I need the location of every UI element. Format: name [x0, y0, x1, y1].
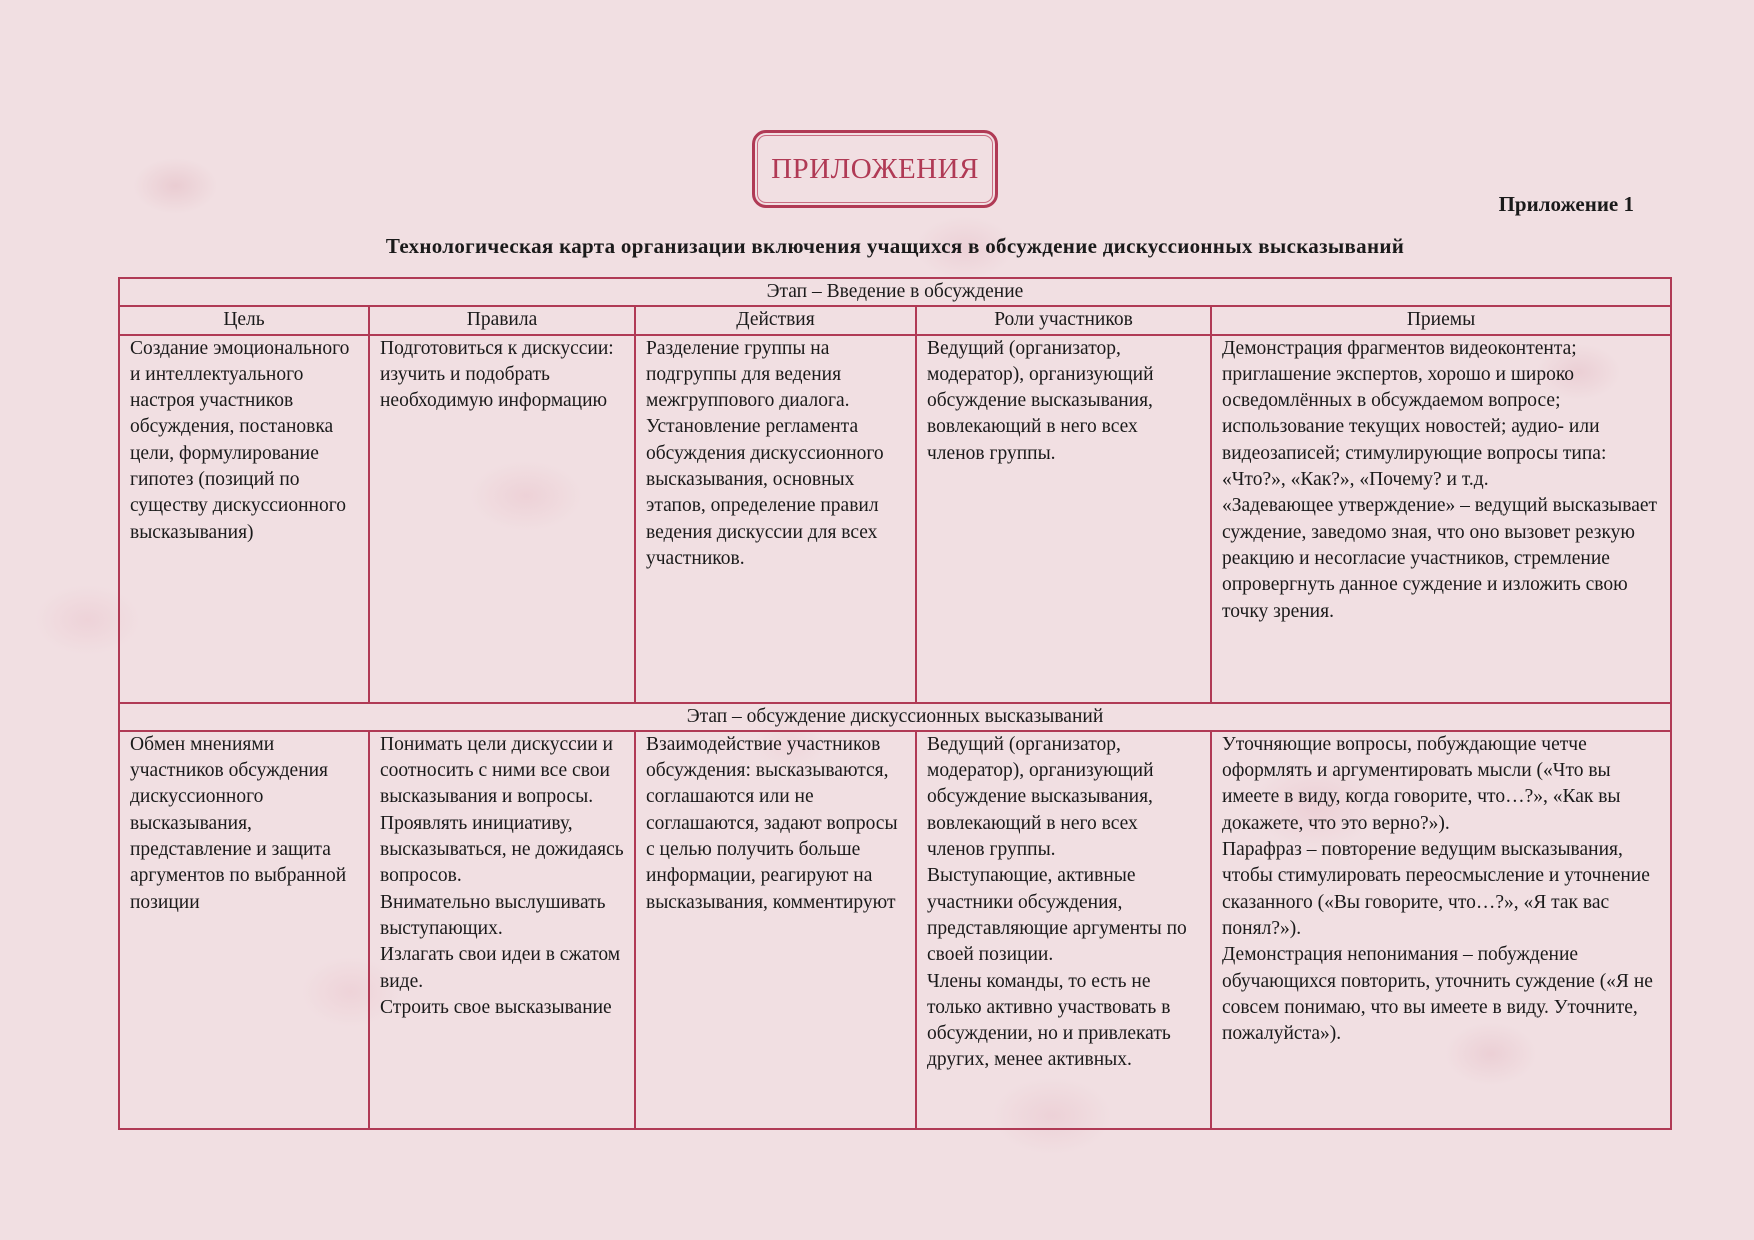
- stage-row: [119, 278, 1671, 306]
- cell-actions: Взаимодействие участников обсуждения: высказываются, соглашаются или не соглашаются, задают вопросы с целью получить больше информации, реагируют на высказывания, комментируют: [635, 731, 916, 1129]
- cell-goal: Обмен мнениями участников обсуждения дискуссионного высказывания, представление и защита аргументов по выбранной позиции: [119, 731, 369, 1129]
- section-title-frame: [752, 130, 998, 208]
- table-row: [119, 731, 1671, 1129]
- table-row: [119, 335, 1671, 703]
- column-header-goal: Цель: [119, 306, 369, 334]
- column-header-actions: Действия: [635, 306, 916, 334]
- technology-map-table: [118, 277, 1672, 1130]
- appendix-label: Приложение 1: [1498, 192, 1634, 216]
- cell-goal: Создание эмоционального и интеллектуального настроя участников обсуждения, постановка цели, формулирование гипотез (позиций по существу дискуссионного высказывания): [119, 335, 369, 703]
- column-header-techniques: Приемы: [1211, 306, 1671, 334]
- cell-rules: Подготовиться к дискуссии: изучить и подобрать необходимую информацию: [369, 335, 635, 703]
- section-title: ПРИЛОЖЕНИЯ: [771, 152, 979, 185]
- document-title: Технологическая карта организации включения учащихся в обсуждение дискуссионных высказываний: [385, 234, 1405, 258]
- stage-title: Этап – обсуждение дискуссионных высказываний: [119, 703, 1671, 731]
- column-header-roles: Роли участников: [916, 306, 1211, 334]
- column-header-row: [119, 306, 1671, 334]
- cell-roles: Ведущий (организатор, модератор), организующий обсуждение высказывания, вовлекающий в него всех членов группы. Выступающие, активные участники обсуждения, представляющие аргументы по своей позиции. Члены команды, то есть не только активно участвовать в обсуждении, но и привлекать других, менее активных.: [916, 731, 1211, 1129]
- column-header-rules: Правила: [369, 306, 635, 334]
- cell-techniques: Уточняющие вопросы, побуждающие четче оформлять и аргументировать мысли («Что вы имеете в виду, когда говорите, что…?», «Как вы докажете, что это верно?»). Парафраз – повторение ведущим высказывания, чтобы стимулировать переосмысление и уточнение сказанного («Вы говорите, что…?», «Я так вас понял?»). Демонстрация непонимания – побуждение обучающихся повторить, уточнить суждение («Я не совсем понимаю, что вы имеете в виду. Уточните, пожалуйста»).: [1211, 731, 1671, 1129]
- cell-actions: Разделение группы на подгруппы для ведения межгруппового диалога. Установление регламента обсуждения дискуссионного высказывания, основных этапов, определение правил ведения дискуссии для всех участников.: [635, 335, 916, 703]
- stage-title: Этап – Введение в обсуждение: [119, 278, 1671, 306]
- cell-rules: Понимать цели дискуссии и соотносить с ними все свои высказывания и вопросы. Проявлять инициативу, высказываться, не дожидаясь вопросов. Внимательно выслушивать выступающих. Излагать свои идеи в сжатом виде. Строить свое высказывание: [369, 731, 635, 1129]
- cell-techniques: Демонстрация фрагментов видеоконтента; приглашение экспертов, хорошо и широко осведомлённых в обсуждаемом вопросе; использование текущих новостей; аудио- или видеозаписей; стимулирующие вопросы типа: «Что?», «Как?», «Почему? и т.д. «Задевающее утверждение» – ведущий высказывает суждение, заведомо зная, что оно вызовет резкую реакцию и несогласие участников, стремление опровергнуть данное суждение и изложить свою точку зрения.: [1211, 335, 1671, 703]
- cell-roles: Ведущий (организатор, модератор), организующий обсуждение высказывания, вовлекающий в него всех членов группы.: [916, 335, 1211, 703]
- stage-row: [119, 703, 1671, 731]
